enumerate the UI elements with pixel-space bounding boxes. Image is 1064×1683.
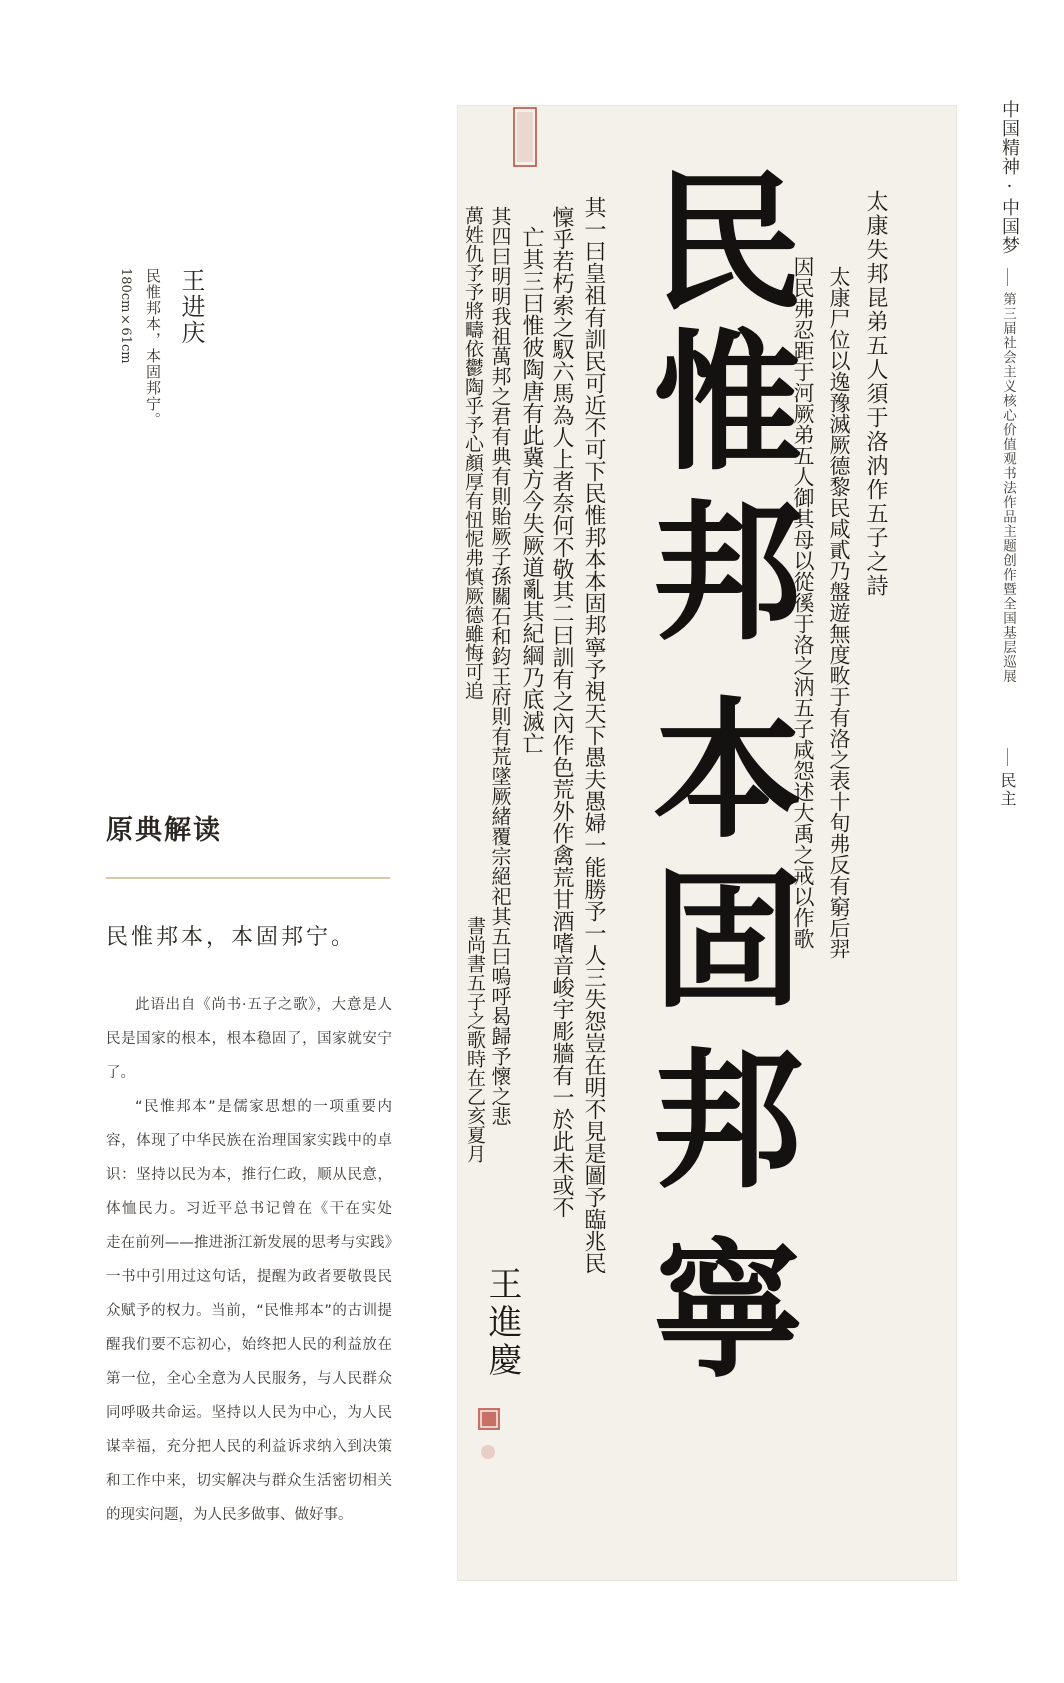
inscription-col-6: 亡其三曰惟彼陶唐有此冀方今失厥道亂其紀綱乃底滅亡	[519, 226, 544, 754]
artwork-title: 民惟邦本，本固邦宁。	[144, 268, 162, 428]
big-char-1: 民	[652, 155, 803, 331]
inscription-col-8: 萬姓仇予予將疇依鬱陶乎予心顏厚有忸怩弗慎厥德雖悔可追	[462, 206, 484, 700]
artist-name: 王进庆	[177, 268, 205, 346]
big-char-5: 固	[652, 853, 803, 1029]
artist-signature: 王進慶	[482, 1266, 522, 1380]
big-char-3: 邦	[652, 485, 803, 661]
big-char-2: 惟	[652, 315, 803, 491]
inscription-col-7: 其四曰明明我祖萬邦之君有典有則貽厥子孫關石和鈞王府則有荒墜厥緒覆宗絕祀其五曰嗚呼曷歸予懷之悲	[488, 206, 512, 1126]
section-heading: 原典解读	[106, 815, 222, 846]
inscription-col-4: 其一曰皇祖有訓民可近不可下民惟邦本本固邦寧予視天下愚夫愚婦一能勝予一人三失怨豈在明不見是圖予臨兆民	[581, 196, 606, 1274]
calligraphy-artwork	[458, 106, 956, 1580]
inscription-col-2: 太康尸位以逸豫滅厥德黎民咸貳乃盤遊無度畋于有洛之表十旬弗反有窮后羿	[827, 266, 851, 959]
paragraph-2: “民惟邦本”是儒家思想的一项重要内容，体现了中华民族在治理国家实践中的卓识：坚持以民为本，推行仁政，顺从民意，体恤民力。习近平总书记曾在《干在实处 走在前列——推进浙江新发展的思考与实践》一书中引用过这句话，提醒为政者要敬畏民众赋予的权力。当前，“民惟邦本”的古训提醒我们要不忘初心，始终把人民的利益放在第一位，全心全意为人民服务，与人民群众同呼吸共命运。坚持以人民为中心，为人民谋幸福，充分把人民的利益诉求纳入到决策和工作中来，切实解决与群众生活密切相关的现实问题，为人民多做事、做好事。	[106, 1099, 407, 1523]
big-char-4: 本	[652, 683, 803, 859]
inscription-col-3: 因民弗忍距于河厥弟五人御其母以從徯于洛之汭五子咸怨述大禹之戒以作歌	[791, 256, 815, 949]
artwork-size: 180cm×61cm	[118, 268, 133, 364]
top-seal-fill	[517, 112, 533, 162]
inscription-date: 書尚書五子之歌時在乙亥夏月	[464, 916, 486, 1163]
big-char-7: 寧	[652, 1223, 803, 1399]
quote-line: 民惟邦本，本固邦宁。	[106, 925, 357, 950]
inscription-col-1: 太康失邦昆弟五人須于洛汭作五子之詩	[863, 190, 888, 598]
series-divider-2	[1007, 748, 1008, 766]
body-text	[106, 988, 407, 1532]
inscription-col-5: 懍乎若朽索之馭六馬為人上者奈何不敬其二曰訓有之內作色荒外作禽荒甘酒嗜音峻宇彫牆有一於此未或不	[549, 206, 574, 1218]
big-char-6: 邦	[652, 1033, 803, 1209]
series-theme: 民主	[998, 772, 1017, 808]
series-subtitle: 第三届社会主义核心价值观书法作品主题创作暨全国基层巡展	[1000, 292, 1016, 684]
series-divider-1	[1007, 268, 1008, 286]
heading-divider	[106, 877, 390, 879]
paragraph-1: 此语出自《尚书·五子之歌》，大意是人民是国家的根本，根本稳固了，国家就安宁了。	[106, 997, 392, 1081]
artist-info	[118, 268, 209, 428]
series-title: 中国精神·中国梦	[999, 100, 1020, 255]
